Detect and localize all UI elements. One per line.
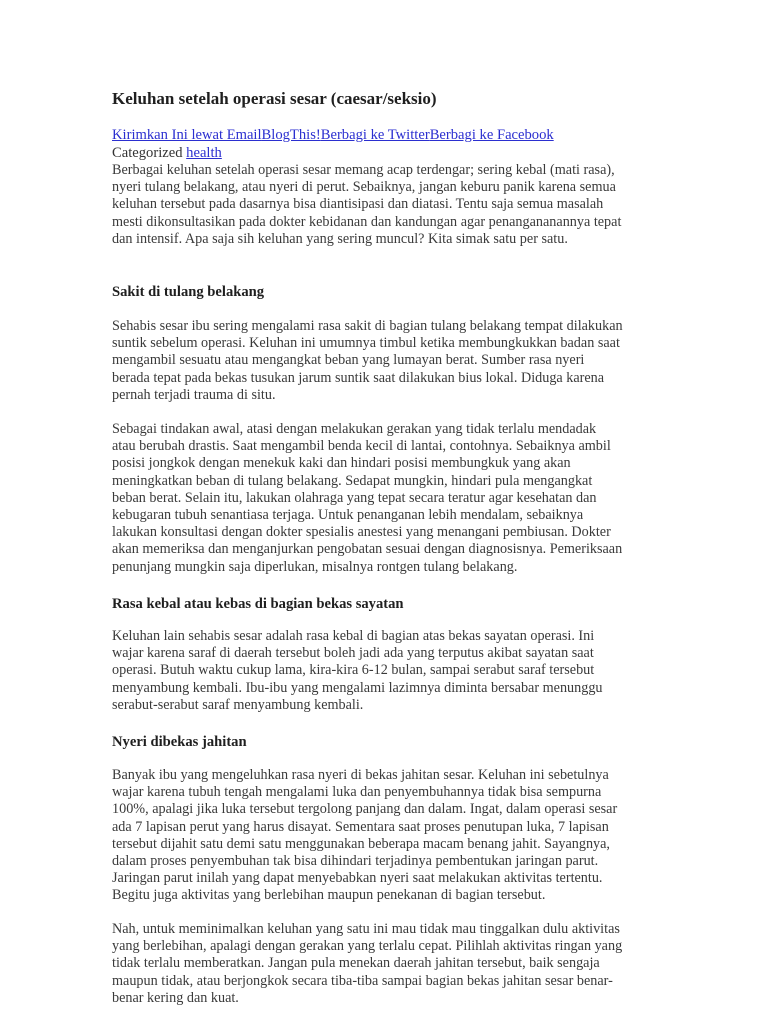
text-line: atau berubah drastis. Saat mengambil benda kecil di lantai, contohnya. Sebaiknya ambil bbox=[112, 438, 611, 455]
text-line: Sehabis sesar ibu sering mengalami rasa sakit di bagian tulang belakang tempat dilakukan bbox=[112, 318, 623, 334]
text-line: mesti dikonsultasikan pada dokter kebidanan dan kandungan agar penangananannya tepat bbox=[112, 213, 622, 230]
text-line: operasi. Butuh waktu cukup lama, kira-kira 6-12 bulan, sampai serabut saraf tersebut bbox=[112, 662, 595, 679]
text-line: nyeri tulang belakang, atau nyeri di perut. Sebaiknya, jangan keburu panik karena semua bbox=[112, 179, 616, 196]
text-line: benar kering dan kuat. bbox=[112, 989, 239, 1006]
page-title: Keluhan setelah operasi sesar (caesar/seksio) bbox=[112, 89, 437, 108]
text-line: posisi jongkok dengan menekuk kaki dan hindari posisi membungkuk yang akan bbox=[112, 455, 571, 472]
text-line: wajar karena saraf di daerah tersebut boleh jadi ada yang terputus akibat sayatan saat bbox=[112, 645, 594, 662]
text-line: berada tepat pada bekas tusukan jarum suntik saat dilakukan bius lokal. Diduga karena bbox=[112, 369, 605, 386]
stitch-pain-paragraph-2 bbox=[112, 921, 660, 1007]
text-line: akan memeriksa dan menganjurkan pengobatan sesuai dengan diagnosisnya. Pemeriksaan bbox=[112, 541, 623, 558]
section-heading-numbness: Rasa kebal atau kebas di bagian bekas sayatan bbox=[112, 596, 404, 612]
back-pain-paragraph-2 bbox=[112, 421, 660, 576]
category-label: Categorized bbox=[112, 145, 183, 161]
text-line: penunjang mungkin saja diperlukan, misalnya rontgen tulang belakang. bbox=[112, 558, 518, 575]
category-link-health[interactable]: health bbox=[186, 145, 222, 161]
text-line: dan intensif. Apa saja sih keluhan yang sering muncul? Kita simak satu per satu. bbox=[112, 230, 568, 247]
text-line: ada 7 lapisan perut yang harus disayat. Sementara saat proses penutupan luka, 7 lapisan bbox=[112, 818, 609, 835]
text-line: meningkatkan beban di tulang belakang. Sedapat mungkin, hindari pula mengangkat bbox=[112, 472, 593, 489]
text-line: tidak terlalu memberatkan. Jangan pula menekan daerah jahitan tersebut, baik sengaja bbox=[112, 955, 600, 972]
text-line: tersebut dijahit satu demi satu menggunakan beberapa macam benang jahit. Sayangnya, bbox=[112, 835, 610, 852]
text-line: keluhan tersebut pada dasarnya bisa diantisipasi dan diatasi. Tentu saja semua masalah bbox=[112, 196, 604, 213]
text-line: suntik sebelum operasi. Keluhan ini umumnya timbul ketika membungkukkan badan saat bbox=[112, 335, 620, 352]
text-line: Sebagai tindakan awal, atasi dengan melakukan gerakan yang tidak terlalu mendadak bbox=[112, 421, 597, 437]
blogthis-link[interactable]: BlogThis! bbox=[261, 127, 321, 143]
text-line: Keluhan lain sehabis sesar adalah rasa kebal di bagian atas bekas sayatan operasi. Ini bbox=[112, 628, 595, 644]
text-line: Berbagai keluhan setelah operasi sesar memang acap terdengar; sering kebal (mati rasa), bbox=[112, 162, 615, 178]
share-facebook-link[interactable]: Berbagi ke Facebook bbox=[429, 127, 554, 143]
back-pain-paragraph-1 bbox=[112, 318, 660, 404]
stitch-pain-paragraph-1 bbox=[112, 767, 660, 905]
text-line: menyambung kembali. Ibu-ibu yang mengalami lazimnya diminta bersabar menunggu bbox=[112, 679, 603, 696]
text-line: Nah, untuk meminimalkan keluhan yang satu ini mau tidak mau tinggalkan dulu aktivitas bbox=[112, 921, 620, 937]
text-line: 100%, apalagi jika luka tersebut tergolong panjang dan dalam. Ingat, dalam operasi sesar bbox=[112, 801, 618, 818]
text-line: serabut-serabut saraf menyambung kembali. bbox=[112, 696, 364, 713]
text-line: kebugaran tubuh senantiasa terjaga. Untuk penanganan lebih mendalam, sebaiknya bbox=[112, 507, 584, 524]
text-line: mengambil sesuatu atau mengangkat beban yang lumayan berat. Sumber rasa nyeri bbox=[112, 352, 585, 369]
text-line: Begitu juga aktivitas yang berlebihan maupun penekanan di bagian tersebut. bbox=[112, 887, 546, 904]
text-line: dalam proses penyembuhan tak bisa dihindari terjadinya pembentukan jaringan parut. bbox=[112, 853, 599, 870]
share-links bbox=[112, 127, 554, 144]
text-line: pernah terjadi trauma di situ. bbox=[112, 386, 276, 403]
category-line bbox=[112, 145, 222, 162]
text-line: yang berlebihan, apalagi dengan gerakan yang terlalu cepat. Pilihlah aktivitas ringan yang bbox=[112, 938, 623, 955]
numbness-paragraph bbox=[112, 628, 660, 714]
section-heading-back-pain: Sakit di tulang belakang bbox=[112, 284, 265, 300]
text-line: lakukan konsultasi dengan dokter spesialis anestesi yang menangani pembiusan. Dokter bbox=[112, 524, 611, 541]
share-twitter-link[interactable]: Berbagi ke Twitter bbox=[320, 127, 430, 143]
intro-paragraph bbox=[112, 162, 660, 248]
text-line: Banyak ibu yang mengeluhkan rasa nyeri di bekas jahitan sesar. Keluhan ini sebetulnya bbox=[112, 767, 609, 783]
text-line: Jaringan parut inilah yang dapat menyebabkan nyeri saat melakukan aktivitas tertentu. bbox=[112, 870, 603, 887]
share-email-link[interactable]: Kirimkan Ini lewat Email bbox=[112, 127, 262, 143]
text-line: maupun tidak, atau berjongkok secara tiba-tiba sampai bagian bekas jahitan sesar benar- bbox=[112, 972, 613, 989]
section-heading-stitch-pain: Nyeri dibekas jahitan bbox=[112, 734, 247, 750]
text-line: beban berat. Selain itu, lakukan olahraga yang tepat secara teratur agar kesehatan dan bbox=[112, 489, 597, 506]
text-line: wajar karena tubuh tengah mengalami luka dan penyembuhannya tidak bisa sempurna bbox=[112, 784, 602, 801]
